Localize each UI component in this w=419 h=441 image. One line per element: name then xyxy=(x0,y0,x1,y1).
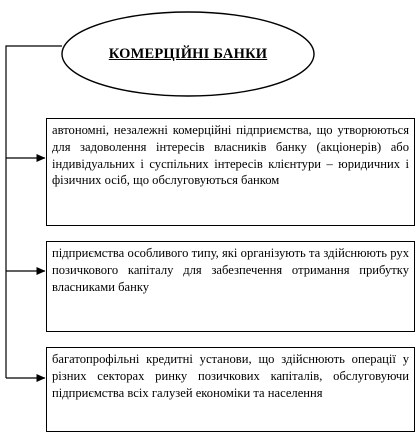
definition-box-2: підприємства особливого типу, які організують та здійснюють рух позичкового капіталу для забезпечення отримання прибутку власниками банку xyxy=(46,241,415,332)
definition-box-3: багатопрофільні кредитні установи, що здійснюють операції у різних секторах ринку позичкових капіталів, обслуговуючи підприємства всіх галузей економіки та населення xyxy=(46,347,415,432)
definition-box-1: автономні, незалежні комерційні підприємства, що утворюються для задоволення інтересів власників банку (акціонерів) або індивідуальних і суспільних інтересів клієнтури – юридичних і фізичних осіб, що обслуговуються банком xyxy=(46,118,415,226)
root-node-title: КОМЕРЦІЙНІ БАНКИ xyxy=(108,45,268,62)
